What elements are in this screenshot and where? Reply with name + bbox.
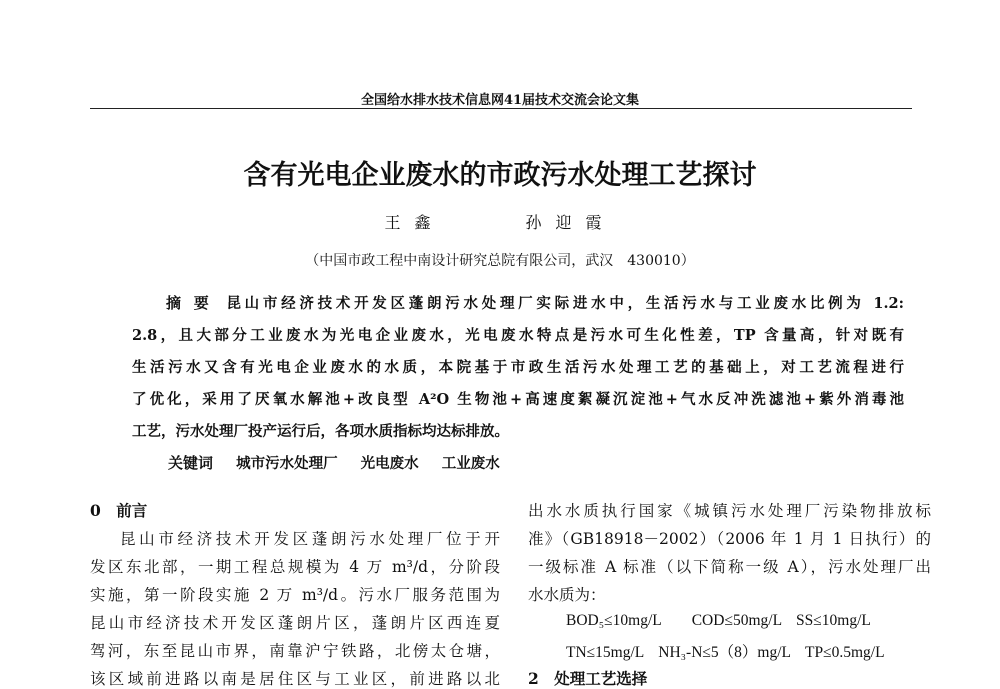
standard-value: NH₃-N≤5（8）mg/L: [658, 644, 791, 661]
body-line: 一级标准 A 标准（以下简称一级 A），污水处理厂出: [528, 558, 931, 576]
abstract-line: 生活污水又含有光电企业废水的水质，本院基于市政生活污水处理工艺的基础上，对工艺流程进行: [132, 359, 904, 376]
paper-title: 含有光电企业废水的市政污水处理工艺探讨: [243, 160, 757, 191]
body-line: 水水质为：: [528, 586, 606, 604]
keywords: [168, 452, 518, 473]
body-line: 发区东北部，一期工程总规模为 4 万 m³/d，分阶段: [90, 558, 500, 576]
author: 孙迎霞: [525, 213, 616, 232]
standards-row: [566, 640, 911, 662]
keyword: 城市污水处理厂: [236, 455, 338, 472]
abstract-text: 昆山市经济技术开发区蓬朗污水处理厂实际进水中，生活污水与工业废水比例为 1.2:: [226, 295, 904, 312]
keywords-label: 关键词: [168, 454, 214, 472]
section-heading: 0 前言: [90, 501, 148, 520]
body-line: 该区域前进路以南是居住区与工业区，前进路以北: [90, 670, 500, 688]
abstract-line: 了优化，采用了厌氧水解池+改良型 A²O 生物池+高速度絮凝沉淀池+气水反冲洗滤池+紫外消毒池: [132, 391, 904, 408]
standard-value: BOD₅≤10mg/L: [566, 612, 662, 629]
abstract-line: [166, 292, 904, 313]
body-line: 出水水质执行国家《城镇污水处理厂污染物排放标: [528, 502, 931, 520]
authors: [0, 210, 1000, 233]
affiliation: （中国市政工程中南设计研究总院有限公司，武汉 430010）: [305, 253, 695, 269]
body-line: 准》（GB18918－2002）（2006 年 1 月 1 日执行）的: [528, 530, 931, 548]
author: 王鑫: [384, 213, 445, 232]
standard-value: SS≤10mg/L: [796, 612, 871, 629]
body-line: 昆山市经济技术开发区蓬朗污水处理厂位于开: [120, 530, 500, 548]
keyword: 工业废水: [441, 455, 500, 472]
abstract-line: 工艺，污水处理厂投产运行后，各项水质指标均达标排放。: [132, 423, 509, 440]
body-line: 昆山市经济技术开发区蓬朗片区，蓬朗片区西连夏: [90, 614, 500, 632]
body-line: 实施，第一阶段实施 2 万 m³/d。污水厂服务范围为: [90, 586, 500, 604]
running-header: 全国给水排水技术信息网41届技术交流会论文集: [360, 93, 640, 108]
standard-value: COD≤50mg/L: [691, 612, 783, 629]
abstract-line: 2.8，且大部分工业废水为光电企业废水，光电废水特点是污水可生化性差，TP 含量高，针对既有: [132, 327, 904, 344]
abstract-label: 摘 要: [166, 294, 213, 312]
standards-row: [566, 612, 897, 630]
keyword: 光电废水: [360, 455, 419, 472]
header-rule: [90, 108, 912, 109]
body-line: 驾河，东至昆山市界，南靠沪宁铁路，北傍太仓塘，: [90, 642, 500, 660]
standard-value: TN≤15mg/L: [566, 644, 645, 661]
standard-value: TP≤0.5mg/L: [804, 644, 885, 661]
section-heading: 2 处理工艺选择: [528, 669, 648, 688]
